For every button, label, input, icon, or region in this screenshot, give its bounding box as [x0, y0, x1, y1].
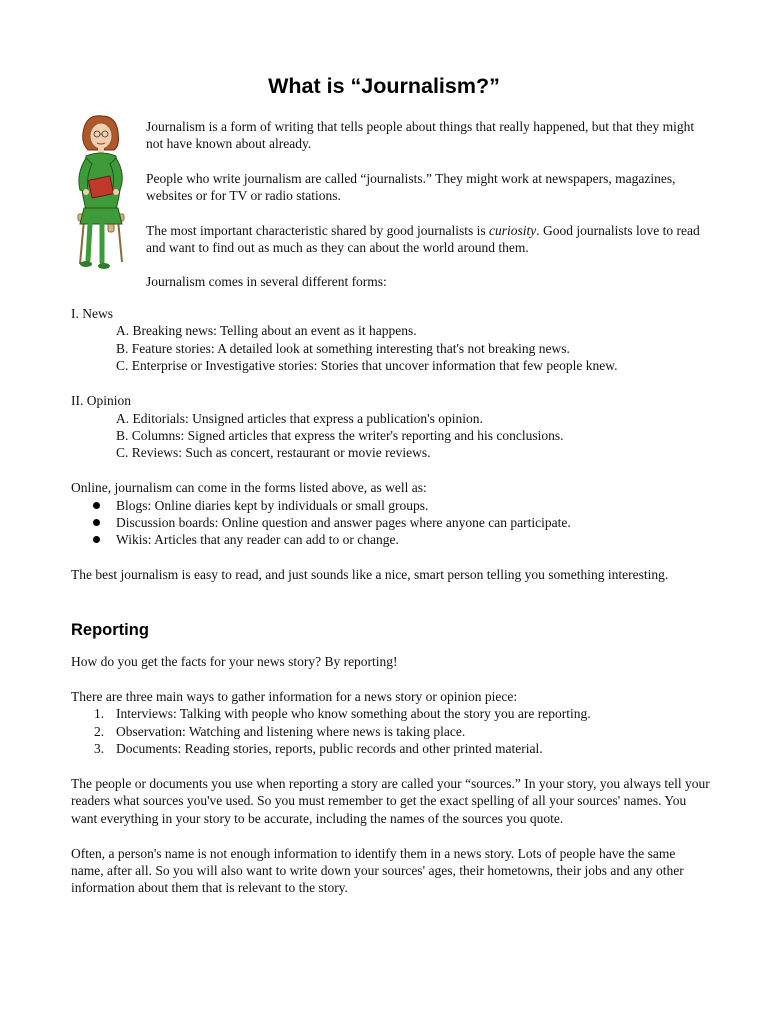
section-heading-reporting: Reporting: [71, 620, 149, 639]
list-item: C. Reviews: Such as concert, restaurant or movie reviews.: [116, 445, 431, 461]
intro-paragraph: Journalism comes in several different forms:: [146, 274, 387, 290]
bullet-icon: [93, 536, 100, 543]
ways-intro: There are three main ways to gather information for a news story or opinion piece:: [71, 688, 518, 704]
page-title: What is “Journalism?”: [268, 74, 500, 98]
item-text: Observation: Watching and listening where news is taking place.: [116, 723, 466, 739]
intro-section: [146, 118, 706, 308]
bullet-text: Wikis: Articles that any reader can add to or change.: [116, 532, 399, 548]
bullet-item: [71, 497, 711, 514]
bullet-item: [71, 514, 711, 531]
section-heading-opinion: II. Opinion: [71, 393, 131, 409]
reporting-question: How do you get the facts for your news story? By reporting!: [71, 653, 398, 669]
numbered-item: [71, 705, 711, 722]
bullet-text: Blogs: Online diaries kept by individuals or small groups.: [116, 497, 429, 513]
main-body: [71, 305, 711, 897]
intro-paragraph-curiosity: [146, 222, 706, 257]
identify-sources-paragraph: Often, a person's name is not enough information to identify them in a news story. Lots of people have the same name, after all. So you will also want to write down your sources' ages, their hometowns, their jobs and any other information about them that is relevant to the story.: [71, 845, 684, 896]
item-text: Documents: Reading stories, reports, public records and other printed material.: [116, 740, 543, 756]
online-intro: Online, journalism can come in the forms listed above, as well as:: [71, 480, 427, 496]
bullet-icon: [93, 502, 100, 509]
best-journalism-paragraph: The best journalism is easy to read, and just sounds like a nice, smart person telling you something interesting.: [71, 567, 669, 583]
list-item: A. Editorials: Unsigned articles that express a publication's opinion.: [116, 410, 483, 426]
bullet-icon: [93, 519, 100, 526]
text-span: . Good journalists love to read and want to find out as much as they can about the world around them.: [146, 222, 700, 256]
bullet-text: Discussion boards: Online question and answer pages where anyone can participate.: [116, 515, 571, 531]
emphasis-curiosity: curiosity: [489, 222, 537, 238]
list-item: C. Enterprise or Investigative stories: Stories that uncover information that few people knew.: [116, 358, 618, 374]
intro-paragraph: Journalism is a form of writing that tells people about things that really happened, but that they might not have known about already.: [146, 119, 695, 152]
woman-reading-book-icon: [66, 112, 138, 274]
text-span: The most important characteristic shared by good journalists is: [146, 222, 490, 238]
item-number: 3.: [94, 740, 105, 756]
bullet-item: [71, 531, 711, 548]
item-number: 2.: [94, 723, 105, 739]
list-item: B. Feature stories: A detailed look at something interesting that's not breaking news.: [116, 340, 570, 356]
sources-paragraph: The people or documents you use when reporting a story are called your “sources.” In your story, you always tell your readers what sources you've used. So you must remember to get the exact spelling of all your sources' names. You want everything in your story to be accurate, including the names of the sources you quote.: [71, 775, 710, 826]
section-heading-news: I. News: [71, 306, 113, 321]
item-text: Interviews: Talking with people who know something about the story you are reporting.: [116, 706, 591, 722]
numbered-item: [71, 740, 711, 757]
intro-paragraph: People who write journalism are called “journalists.” They might work at newspapers, magazines, websites or for TV or radio stations.: [146, 170, 676, 204]
item-number: 1.: [94, 706, 105, 722]
list-item: A. Breaking news: Telling about an event as it happens.: [116, 323, 417, 339]
list-item: B. Columns: Signed articles that express the writer's reporting and his conclusions.: [116, 427, 564, 443]
numbered-item: [71, 723, 711, 740]
